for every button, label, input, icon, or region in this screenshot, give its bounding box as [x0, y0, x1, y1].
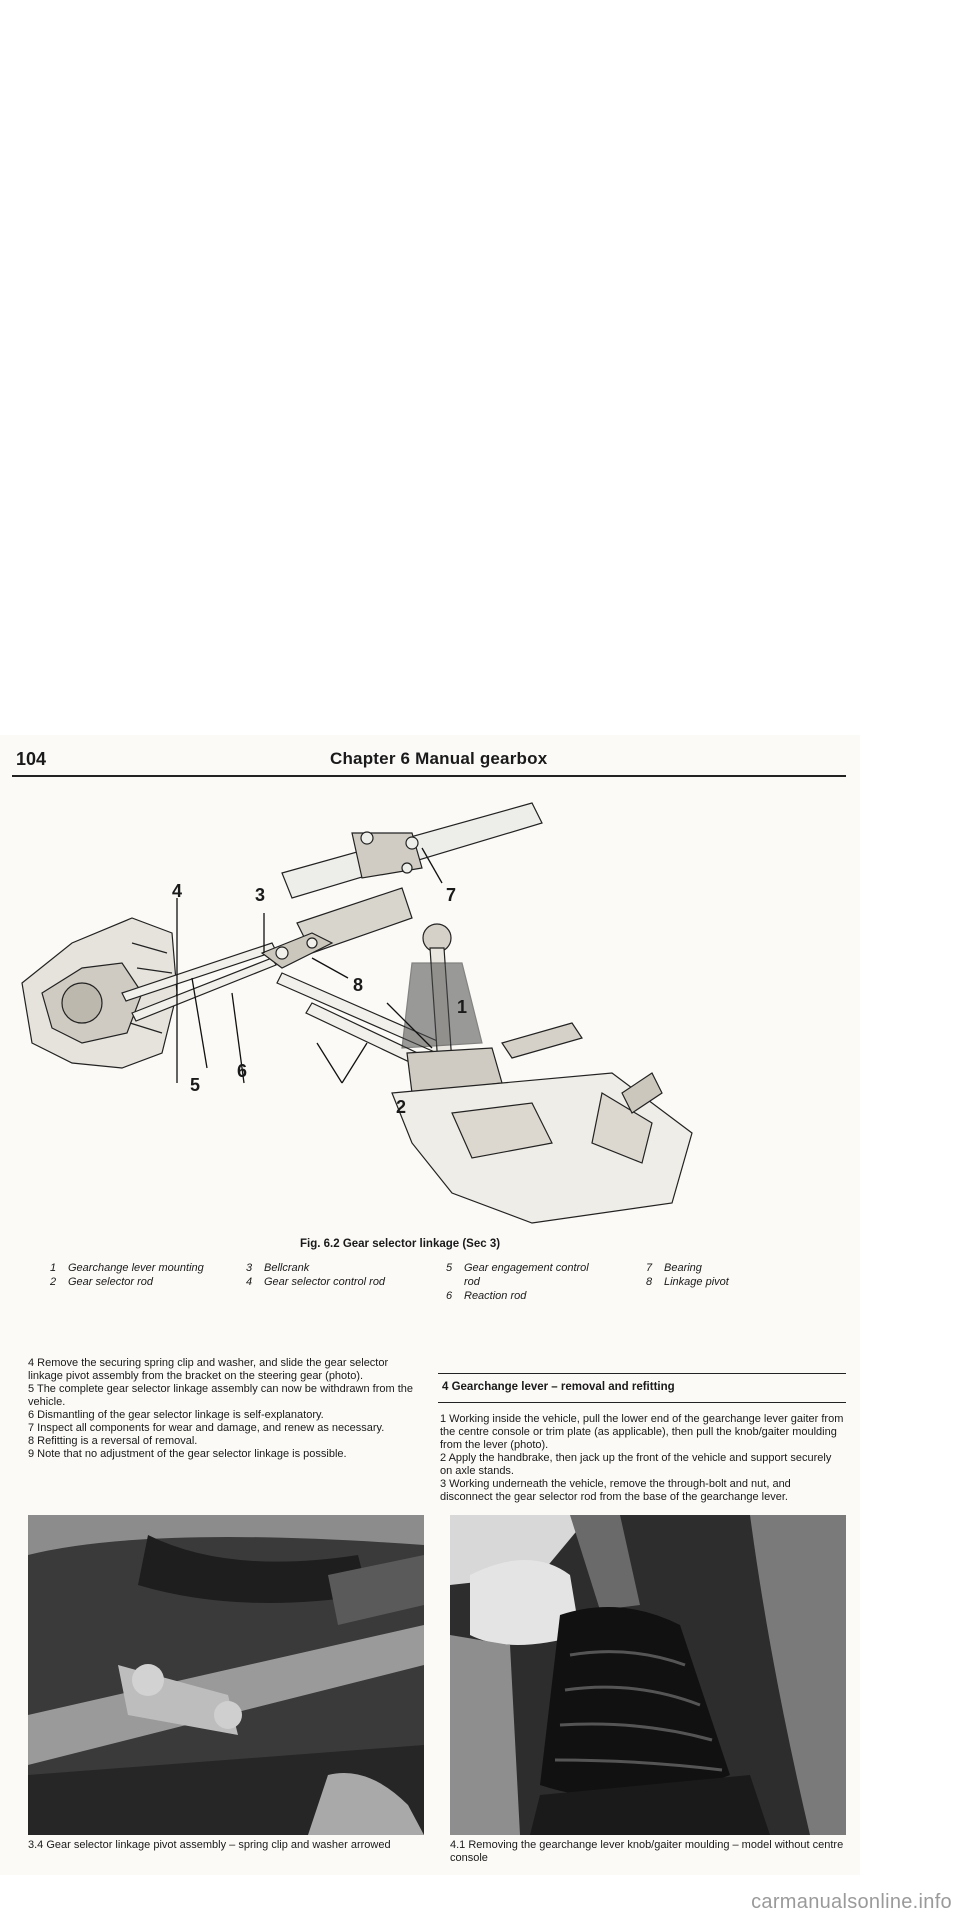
photo-linkage-pivot — [28, 1515, 424, 1835]
paragraph: 7 Inspect all components for wear and damage, and renew as necessary. — [28, 1422, 385, 1434]
figure-legend-col-1 — [50, 1261, 218, 1289]
legend-text: Bearing — [664, 1262, 702, 1274]
callout-4: 4 — [172, 881, 183, 901]
legend-text: Gearchange lever mounting — [68, 1262, 204, 1274]
legend-num: 7 — [646, 1262, 653, 1274]
paragraph: 4 Remove the securing spring clip and washer, and slide the gear selector linkage pivot assembly from the bracket on the steering gear (photo). — [28, 1357, 389, 1382]
legend-num: 3 — [246, 1262, 253, 1274]
gearchange-lever-drawing — [402, 924, 502, 1093]
legend-text: Linkage pivot — [664, 1276, 729, 1288]
photo-caption: 3.4 Gear selector linkage pivot assembly – spring clip and washer arrowed — [28, 1839, 391, 1851]
watermark: carmanualsonline.info — [751, 1891, 952, 1913]
photo-gearchange-lever — [450, 1515, 846, 1835]
steering-rack-drawing — [282, 803, 542, 953]
paragraph: 1 Working inside the vehicle, pull the lower end of the gearchange lever gaiter from the centre console or trim plate (as applicable), then pull the knob/gaiter moulding from the lever (photo). — [440, 1413, 844, 1451]
gearbox-drawing — [22, 918, 177, 1068]
legend-text: Reaction rod — [464, 1290, 527, 1302]
callout-8: 8 — [353, 975, 364, 995]
photo-caption: 4.1 Removing the gearchange lever knob/gaiter moulding – model without centre console — [450, 1839, 844, 1864]
legend-text: Gear engagement control rod — [464, 1262, 589, 1288]
callout-1: 1 — [457, 997, 468, 1017]
callout-7: 7 — [446, 885, 457, 905]
legend-num: 1 — [50, 1262, 57, 1274]
figure-legend-col-3 — [446, 1261, 614, 1303]
section-heading — [438, 1373, 846, 1403]
paragraph: 5 The complete gear selector linkage assembly can now be withdrawn from the vehicle. — [28, 1383, 413, 1408]
legend-num: 4 — [246, 1276, 253, 1288]
figure-legend-col-4 — [646, 1261, 814, 1289]
paragraph: 9 Note that no adjustment of the gear selector linkage is possible. — [28, 1448, 347, 1460]
paragraph: 8 Refitting is a reversal of removal. — [28, 1435, 198, 1447]
legend-num: 5 — [446, 1262, 453, 1274]
left-text-column — [28, 1357, 424, 1461]
legend-num: 2 — [50, 1276, 57, 1288]
paragraph: 6 Dismantling of the gear selector linkage is self-explanatory. — [28, 1409, 324, 1421]
chapter-title: Chapter 6 Manual gearbox — [330, 749, 548, 768]
figure-caption: Fig. 6.2 Gear selector linkage (Sec 3) — [300, 1238, 501, 1250]
figure-legend-col-2 — [246, 1261, 414, 1289]
manual-page — [0, 735, 860, 1875]
legend-text: Gear selector control rod — [264, 1276, 386, 1288]
legend-num: 8 — [646, 1276, 653, 1288]
paragraph: 2 Apply the handbrake, then jack up the front of the vehicle and support securely on axle stands. — [440, 1452, 832, 1477]
right-text-column — [440, 1413, 846, 1504]
page-number: 104 — [16, 749, 47, 769]
legend-text: Gear selector rod — [68, 1276, 153, 1288]
legend-text: Bellcrank — [264, 1262, 310, 1274]
callout-6: 6 — [237, 1061, 248, 1081]
callout-2: 2 — [396, 1097, 407, 1117]
callout-3: 3 — [255, 885, 266, 905]
callout-5: 5 — [190, 1075, 201, 1095]
page-header — [12, 745, 846, 777]
gear-selector-linkage-diagram — [12, 793, 846, 1233]
section-heading-text: 4 Gearchange lever – removal and refitting — [442, 1381, 675, 1393]
legend-num: 6 — [446, 1290, 453, 1302]
paragraph: 3 Working underneath the vehicle, remove the through-bolt and nut, and disconnect the gear selector rod from the base of the gearchange lever. — [440, 1478, 791, 1503]
